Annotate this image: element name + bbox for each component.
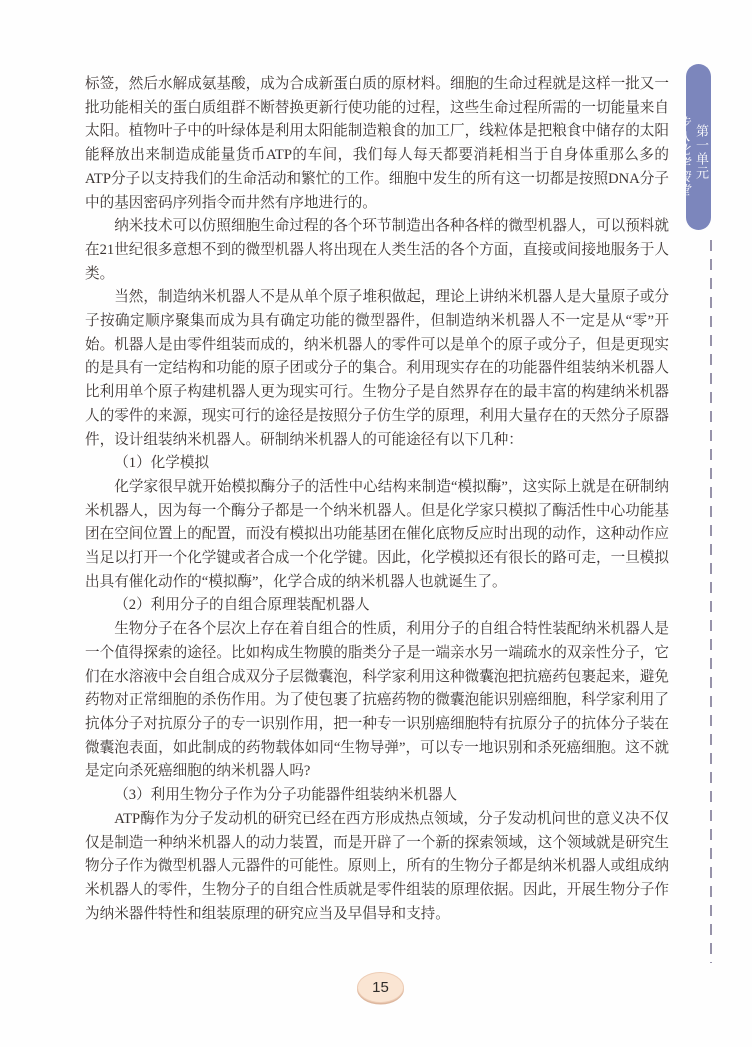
- body-paragraph-continued: 标签，然后水解成氨基酸，成为合成新蛋白质的原材料。细胞的生命过程就是这样一批又一批功能相关的蛋白质组群不断替换更新行使功能的过程，这些生命过程所需的一切能量来自太阳。植物叶子中的叶绿体是利用太阳能制造粮食的加工厂，线粒体是把粮食中储存的太阳能释放出来制造成能量货币ATP的车间，我们每人每天都要消耗相当于自身体重那么多的ATP分子以支持我们的生命活动和繁忙的工作。细胞中发生的所有这一切都是按照DNA分子中的基因密码序列指令而井然有序地进行的。: [85, 76, 669, 211]
- section-heading-3: （3）利用生物分子作为分子功能器件组装纳米机器人: [114, 787, 458, 804]
- body-paragraph: 生物分子在各个层次上存在着自组合的性质，利用分子的自组合特性装配纳米机器人是一个值得探索的途径。比如构成生物膜的脂类分子是一端亲水另一端疏水的双亲性分子，它们在水溶液中会自组合成双分子层微囊泡，科学家利用这种微囊泡把抗癌药包裹起来，避免药物对正常细胞的杀伤作用。为了使包裹了抗癌药物的微囊泡能识别癌细胞，科学家利用了抗体分子对抗原分子的专一识别作用，把一种专一识别癌细胞特有抗原分子的抗体分子装在微囊泡表面，如此制成的药物载体如同“生物导弹”，可以专一地识别和杀死癌细胞。这不就是定向杀死癌细胞的纳米机器人吗?: [85, 621, 669, 780]
- page-number-badge: [357, 972, 404, 1003]
- unit-title-label: 步入化学殿堂: [676, 115, 690, 197]
- reading-text-column: [85, 73, 669, 926]
- unit-number-label: 第一单元: [694, 123, 709, 180]
- unit-tab: [676, 64, 711, 230]
- section-heading-2: （2）利用分子的自组合原理装配机器人: [114, 597, 370, 614]
- body-paragraph: 化学家很早就开始模拟酶分子的活性中心结构来制造“模拟酶”，这实际上就是在研制纳米机器人，因为每一个酶分子都是一个纳米机器人。但是化学家只模拟了酶活性中心功能基团在空间位置上的配置，而没有模拟出功能基团在催化底物反应时出现的动作，这种动作应当足以打开一个化学键或者合成一个化学键。因此，化学模拟还有很长的路可走，一旦模拟出具有催化动作的“模拟酶”，化学合成的纳米机器人也就诞生了。: [85, 478, 669, 590]
- body-paragraph: 当然，制造纳米机器人不是从单个原子堆积做起，理论上讲纳米机器人是大量原子或分子按确定顺序聚集而成为具有确定功能的微型器件，但制造纳米机器人不一定是从“零”开始。机器人是由零件组装而成的，纳米机器人的零件可以是单个的原子或分子，但是更现实的是具有一定结构和功能的原子团或分子的集合。利用现实存在的功能器件组装纳米机器人比利用单个原子构建机器人更为现实可行。生物分子是自然界存在的最丰富的构建纳米机器人的零件的来源，现实可行的途径是按照分子仿生学的原理，利用大量存在的天然分子原器件，设计组装纳米机器人。研制纳米机器人的可能途径有以下几种：: [85, 289, 669, 448]
- section-heading-1: （1）化学模拟: [114, 455, 210, 472]
- margin-dashed-rule: [710, 240, 712, 963]
- page-number: 15: [372, 979, 389, 996]
- body-paragraph: 纳米技术可以仿照细胞生命过程的各个环节制造出各种各样的微型机器人，可以预料就在21世纪很多意想不到的微型机器人将出现在人类生活的各个方面，直接或间接地服务于人类。: [85, 218, 669, 282]
- body-paragraph: ATP酶作为分子发动机的研究已经在西方形成热点领域，分子发动机问世的意义决不仅仅是制造一种纳米机器人的动力装置，而是开辟了一个新的探索领域，这个领域就是研究生物分子作为微型机器人元器件的可能性。原则上，所有的生物分子都是纳米机器人或组成纳米机器人的零件，生物分子的自组合性质就是零件组装的原理依据。因此，开展生物分子作为纳米器件特性和组装原理的研究应当及早倡导和支持。: [85, 810, 669, 922]
